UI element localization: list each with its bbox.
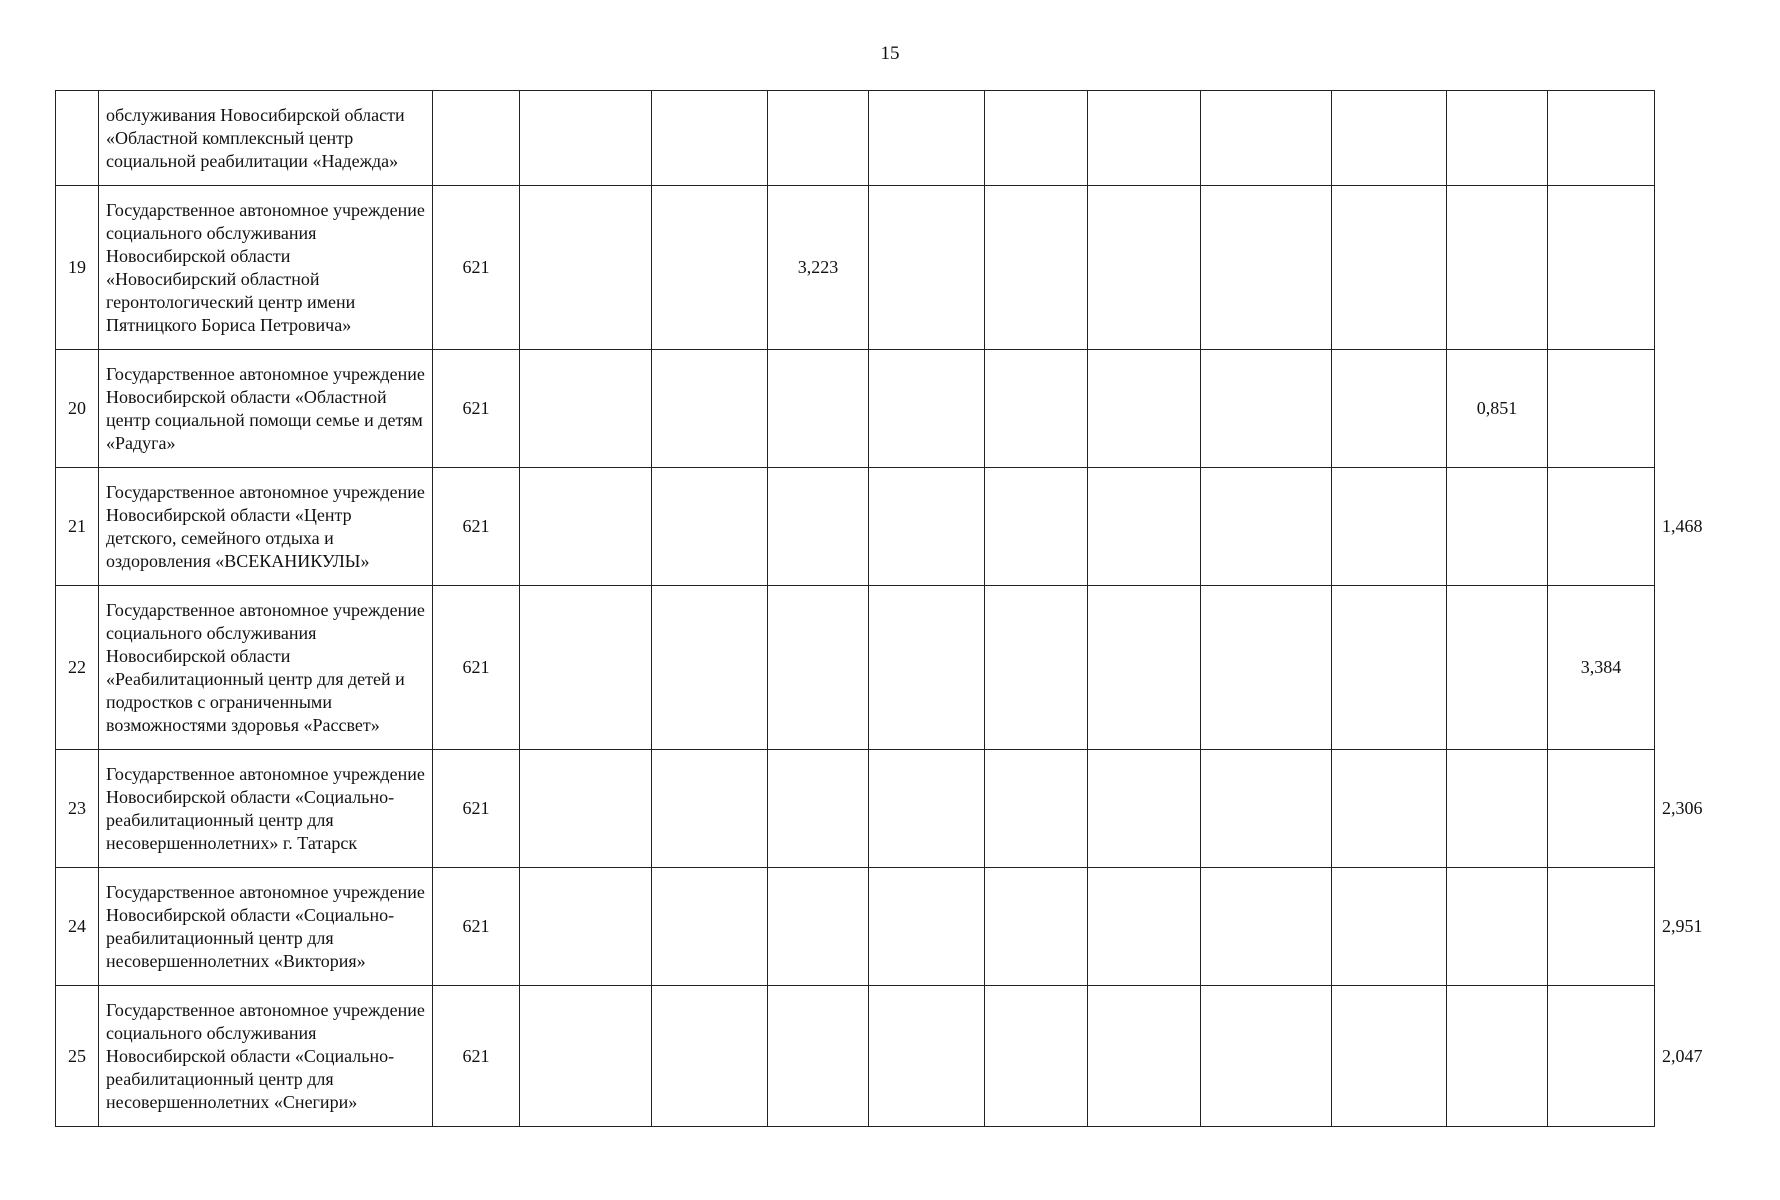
institution-name: Государственное автономное учреждение социального обслуживания Новосибирской области «Реабилитационный центр для детей и подростков с ограниченными возможностями здоровья «Рассвет» (99, 586, 433, 750)
row-number: 23 (56, 750, 99, 868)
value-cell (1201, 868, 1332, 986)
value-cell (1088, 186, 1201, 350)
row-number: 25 (56, 986, 99, 1127)
budget-code: 621 (433, 868, 520, 986)
value-cell (1548, 350, 1655, 468)
institution-name: Государственное автономное учреждение социального обслуживания Новосибирской области «Социально-реабилитационный центр для несовершеннолетних «Снегири» (99, 986, 433, 1127)
value-cell: 0,851 (1447, 350, 1548, 468)
value-cell (1088, 586, 1201, 750)
institution-name: Государственное автономное учреждение Новосибирской области «Областной центр социальной помощи семье и детям «Радуга» (99, 350, 433, 468)
value-cell (1548, 468, 1655, 586)
value-cell (1332, 868, 1447, 986)
row-number: 21 (56, 468, 99, 586)
value-cell (985, 468, 1088, 586)
data-table (55, 90, 1703, 1127)
value-cell (1332, 186, 1447, 350)
value-cell (1088, 91, 1201, 186)
value-cell (869, 586, 985, 750)
value-cell (520, 750, 652, 868)
value-cell (869, 186, 985, 350)
value-cell (1447, 186, 1548, 350)
table-row (56, 186, 1655, 350)
value-cell (1447, 468, 1548, 586)
institution-name: Государственное автономное учреждение Новосибирской области «Социально-реабилитационный центр для несовершеннолетних» г. Татарск (99, 750, 433, 868)
value-cell: 3,223 (768, 186, 869, 350)
table-row (56, 91, 1655, 186)
row-number: 24 (56, 868, 99, 986)
value-cell (652, 350, 768, 468)
row-number (56, 91, 99, 186)
value-cell (1332, 986, 1447, 1127)
value-cell (520, 986, 652, 1127)
value-cell (1088, 750, 1201, 868)
value-cell (1201, 186, 1332, 350)
value-cell (1332, 586, 1447, 750)
value-cell (1332, 91, 1447, 186)
row-number: 19 (56, 186, 99, 350)
budget-code: 621 (433, 186, 520, 350)
value-cell (768, 91, 869, 186)
table-row: 25 Государственное автономное учреждение социального обслуживания Новосибирской области «Социально-реабилитационный центр для несовершеннолетних «Снегири» 621 2,047 (56, 986, 1655, 1127)
value-cell (1447, 586, 1548, 750)
value-cell (652, 186, 768, 350)
value-cell (1201, 986, 1332, 1127)
value-cell (1548, 868, 1655, 986)
value-cell (652, 91, 768, 186)
budget-code: 621 (433, 468, 520, 586)
institution-name: Государственное автономное учреждение социального обслуживания Новосибирской области «Новосибирский областной геронтологический центр имени Пятницкого Бориса Петровича» (99, 186, 433, 350)
table-row: 23 Государственное автономное учреждение Новосибирской области «Социально-реабилитационный центр для несовершеннолетних» г. Татарск 621 2,306 (56, 750, 1655, 868)
value-cell (1548, 186, 1655, 350)
value-cell (768, 750, 869, 868)
institution-name: Государственное автономное учреждение Новосибирской области «Социально-реабилитационный центр для несовершеннолетних «Виктория» (99, 868, 433, 986)
value-cell (652, 986, 768, 1127)
value-cell (1332, 750, 1447, 868)
value-cell (768, 468, 869, 586)
value-cell (768, 868, 869, 986)
table-row (56, 350, 1655, 468)
budget-code: 621 (433, 750, 520, 868)
value-cell (869, 350, 985, 468)
value-cell (869, 750, 985, 868)
value-cell (652, 468, 768, 586)
institution-name: обслуживания Новосибирской области «Областной комплексный центр социальной реабилитации «Надежда» (99, 91, 433, 186)
value-cell (869, 468, 985, 586)
value-cell (652, 868, 768, 986)
value-cell (1548, 750, 1655, 868)
value-cell (652, 586, 768, 750)
table-row (56, 586, 1655, 750)
row-number: 20 (56, 350, 99, 468)
value-cell (768, 350, 869, 468)
value-cell (652, 750, 768, 868)
budget-code: 621 (433, 586, 520, 750)
value-cell (985, 586, 1088, 750)
value-cell (520, 186, 652, 350)
institution-name: Государственное автономное учреждение Новосибирской области «Центр детского, семейного отдыха и оздоровления «ВСЕКАНИКУЛЫ» (99, 468, 433, 586)
value-cell (768, 586, 869, 750)
value-cell (1201, 350, 1332, 468)
budget-code (433, 91, 520, 186)
value-cell (1088, 468, 1201, 586)
value-cell (520, 350, 652, 468)
row-number: 22 (56, 586, 99, 750)
value-cell (1201, 750, 1332, 868)
value-cell (520, 91, 652, 186)
value-cell (1201, 468, 1332, 586)
value-cell (985, 750, 1088, 868)
value-cell (1332, 468, 1447, 586)
page-number: 15 (880, 43, 900, 64)
value-cell (985, 91, 1088, 186)
value-cell (1447, 91, 1548, 186)
value-cell (1548, 986, 1655, 1127)
value-cell (520, 868, 652, 986)
value-cell (869, 868, 985, 986)
value-cell (1088, 986, 1201, 1127)
value-cell (985, 868, 1088, 986)
value-cell: 3,384 (1548, 586, 1655, 750)
value-cell (1088, 868, 1201, 986)
table-row: 24 Государственное автономное учреждение Новосибирской области «Социально-реабилитационный центр для несовершеннолетних «Виктория» 621 2,951 (56, 868, 1655, 986)
value-cell (985, 350, 1088, 468)
value-cell (1447, 986, 1548, 1127)
budget-code: 621 (433, 350, 520, 468)
value-cell (1088, 350, 1201, 468)
value-cell (985, 186, 1088, 350)
value-cell (768, 986, 869, 1127)
budget-code: 621 (433, 986, 520, 1127)
value-cell (985, 986, 1088, 1127)
value-cell (520, 468, 652, 586)
value-cell (869, 91, 985, 186)
table-row: 21 Государственное автономное учреждение Новосибирской области «Центр детского, семейного отдыха и оздоровления «ВСЕКАНИКУЛЫ» 621 1,468 (56, 468, 1655, 586)
value-cell (1447, 750, 1548, 868)
value-cell (1332, 350, 1447, 468)
value-cell (1447, 868, 1548, 986)
value-cell (520, 586, 652, 750)
value-cell (1201, 91, 1332, 186)
value-cell (869, 986, 985, 1127)
value-cell (1201, 586, 1332, 750)
value-cell (1548, 91, 1655, 186)
